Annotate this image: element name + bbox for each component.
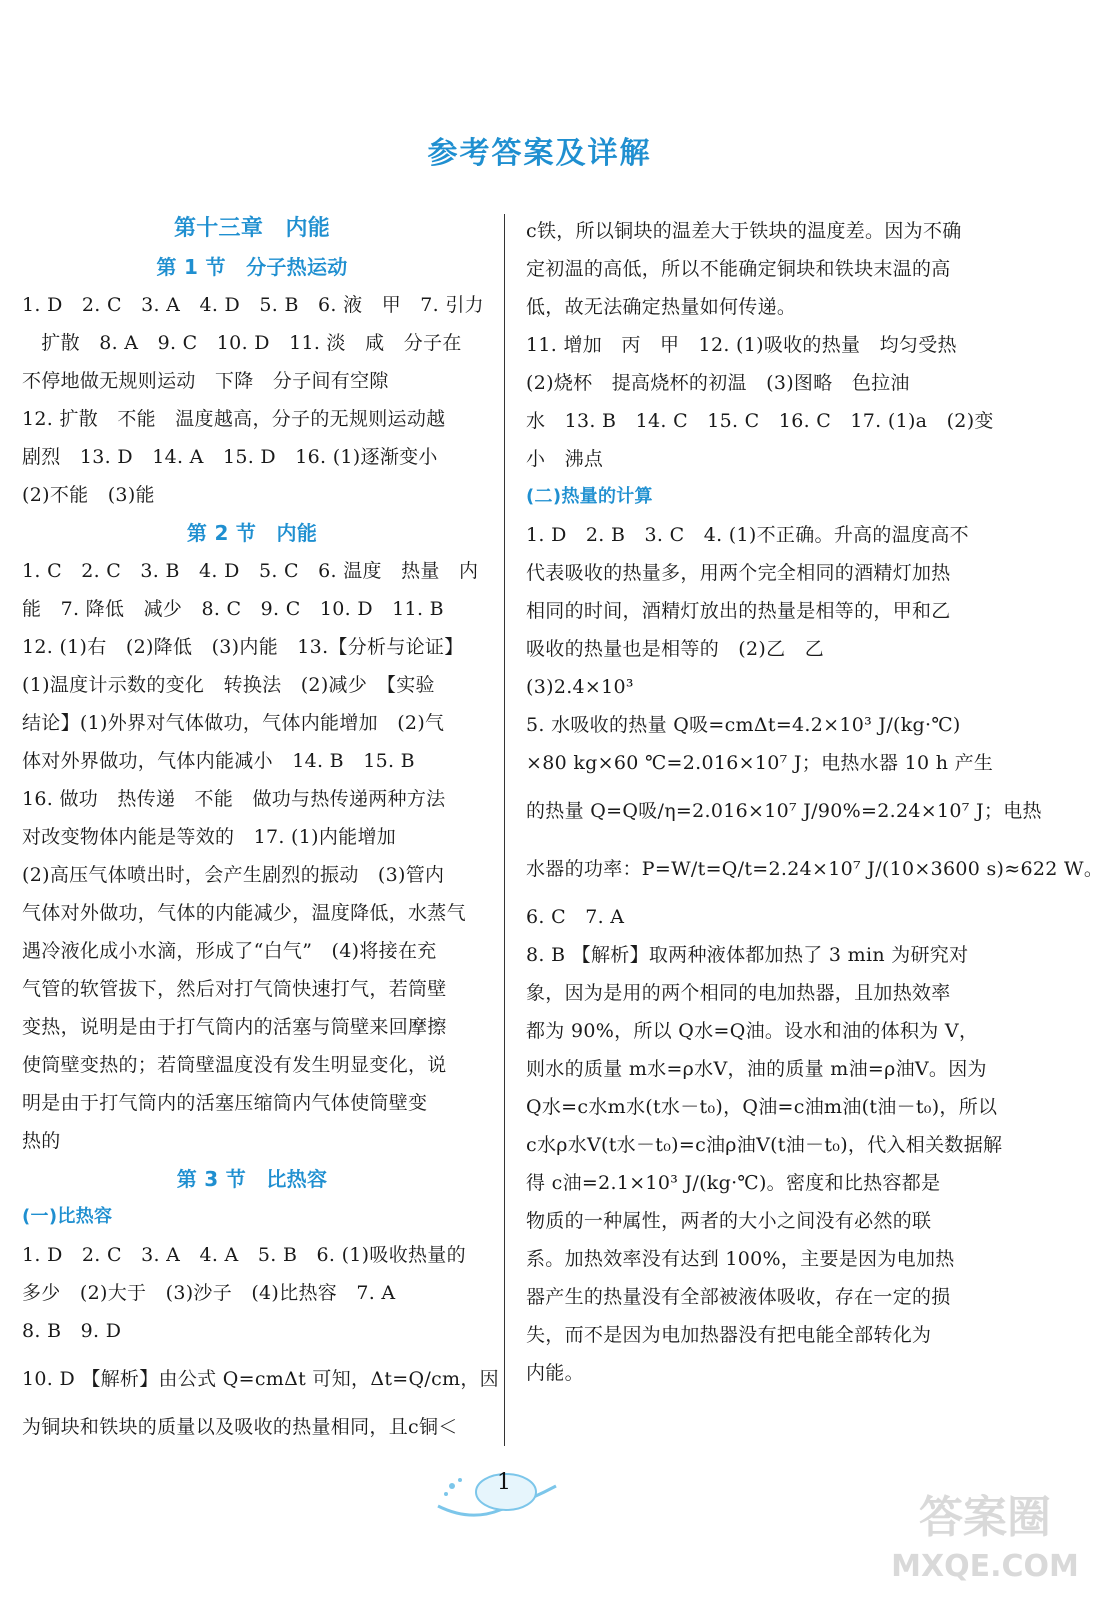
- answer-line: (1)温度计示数的变化 转换法 (2)减少 【实验: [22, 674, 435, 696]
- answer-line: 热的: [22, 1130, 61, 1152]
- answer-line: 不停地做无规则运动 下降 分子间有空隙: [22, 370, 389, 392]
- answer-line: 物质的一种属性，两者的大小之间没有必然的联: [526, 1210, 932, 1232]
- answer-line: 11. 增加 丙 甲 12. (1)吸收的热量 均匀受热: [526, 334, 957, 356]
- answer-line: 12. 扩散 不能 温度越高，分子的无规则运动越: [22, 408, 446, 430]
- answer-line: 小 沸点: [526, 448, 604, 470]
- answer-line: 变热，说明是由于打气筒内的活塞与筒壁来回摩擦: [22, 1016, 447, 1038]
- answer-line: 结论】(1)外界对气体做功，气体内能增加 (2)气: [22, 712, 445, 734]
- answer-line: 使筒壁变热的；若筒壁温度没有发生明显变化，说: [22, 1054, 447, 1076]
- answer-line: 能 7. 降低 减少 8. C 9. C 10. D 11. B: [22, 598, 444, 620]
- answer-line: 的热量 Q=Q吸/η=2.016×10⁷ J/90%=2.24×10⁷ J；电热: [526, 800, 1042, 822]
- answer-line: 明是由于打气筒内的活塞压缩筒内气体使筒壁变: [22, 1092, 428, 1114]
- answer-line: 内能。: [526, 1362, 584, 1384]
- watermark-logo: [891, 1480, 1079, 1590]
- left-column: [22, 210, 499, 1446]
- page-title: 参考答案及详解: [427, 136, 652, 171]
- answer-line: ×80 kg×60 ℃=2.016×10⁷ J；电热水器 10 h 产生: [526, 752, 994, 774]
- answer-line: 多少 (2)大于 (3)沙子 (4)比热容 7. A: [22, 1282, 396, 1304]
- answer-line: 8. B 9. D: [22, 1320, 122, 1342]
- answer-line: 失，而不是因为电加热器没有把电能全部转化为: [526, 1324, 932, 1346]
- answer-line: 为铜块和铁块的质量以及吸收的热量相同，且c铜＜: [22, 1416, 458, 1438]
- section-heading: 第 1 节 分子热运动: [156, 255, 348, 279]
- right-column: [526, 212, 1103, 1392]
- answer-line: 5. 水吸收的热量 Q吸=cmΔt=4.2×10³ J/(kg·℃): [526, 714, 961, 736]
- answer-line: 代表吸收的热量多，用两个完全相同的酒精灯加热: [526, 562, 951, 584]
- answer-line: 体对外界做功，气体内能减小 14. B 15. B: [22, 750, 415, 772]
- answer-line: 12. (1)右 (2)降低 (3)内能 13.【分析与论证】: [22, 636, 464, 658]
- answer-line: 对改变物体内能是等效的 17. (1)内能增加: [22, 826, 397, 848]
- answer-line: 扩散 8. A 9. C 10. D 11. 淡 咸 分子在: [22, 332, 462, 354]
- answer-line: 器产生的热量没有全部被液体吸收，存在一定的损: [526, 1286, 951, 1308]
- answer-line: 都为 90%，所以 Q水=Q油。设水和油的体积为 V，: [526, 1020, 979, 1042]
- answer-line: 相同的时间，酒精灯放出的热量是相等的，甲和乙: [526, 600, 951, 622]
- subsection-heading: (一)比热容: [22, 1206, 113, 1227]
- answer-line: 剧烈 13. D 14. A 15. D 16. (1)逐渐变小: [22, 446, 438, 468]
- answer-line: Q水=c水m水(t水－t₀)，Q油=c油m油(t油－t₀)，所以: [526, 1096, 998, 1118]
- answer-line: 1. C 2. C 3. B 4. D 5. C 6. 温度 热量 内: [22, 560, 479, 582]
- answer-line: 得 c油=2.1×10³ J/(kg·℃)。密度和比热容都是: [526, 1172, 941, 1194]
- answer-line: (3)2.4×10³: [526, 676, 634, 698]
- column-divider: [504, 214, 505, 1446]
- section-heading: 第 2 节 内能: [186, 521, 318, 545]
- answer-line: 则水的质量 m水=ρ水V，油的质量 m油=ρ油V。因为: [526, 1058, 987, 1080]
- subsection-heading: (二)热量的计算: [526, 486, 653, 507]
- answer-line: c铁，所以铜块的温差大于铁块的温度差。因为不确: [526, 220, 962, 242]
- answer-line: 1. D 2. C 3. A 4. A 5. B 6. (1)吸收热量的: [22, 1244, 466, 1266]
- watermark-text-en: MXQE.COM: [891, 1549, 1079, 1584]
- answer-line: (2)高压气体喷出时，会产生剧烈的振动 (3)管内: [22, 864, 445, 886]
- answer-line: 象，因为是用的两个相同的电加热器，且加热效率: [526, 982, 951, 1004]
- answer-line: 10. D 【解析】由公式 Q=cmΔt 可知，Δt=Q/cm，因: [22, 1368, 499, 1390]
- page-number: 1: [497, 1470, 511, 1495]
- chapter-heading: 第十三章 内能: [173, 216, 331, 241]
- answer-line: (2)不能 (3)能: [22, 484, 155, 506]
- watermark-text-cn: 答案圈: [919, 1492, 1051, 1543]
- answer-line: (2)烧杯 提高烧杯的初温 (3)图略 色拉油: [526, 372, 910, 394]
- answer-line: 遇冷液化成小水滴，形成了“白气” (4)将接在充: [22, 940, 437, 962]
- answer-line: 8. B 【解析】取两种液体都加热了 3 min 为研究对: [526, 944, 969, 966]
- answer-line: 系。加热效率没有达到 100%，主要是因为电加热: [526, 1248, 955, 1270]
- answer-line: 16. 做功 热传递 不能 做功与热传递两种方法: [22, 788, 446, 810]
- answer-line: 低，故无法确定热量如何传递。: [526, 296, 797, 318]
- answer-line: 定初温的高低，所以不能确定铜块和铁块末温的高: [526, 258, 951, 280]
- answer-line: 气管的软管拔下，然后对打气筒快速打气，若筒壁: [22, 978, 447, 1000]
- answer-line: 6. C 7. A: [526, 906, 625, 928]
- answer-line: 气体对外做功，气体的内能减少，温度降低，水蒸气: [22, 902, 466, 924]
- answer-line: 1. D 2. B 3. C 4. (1)不正确。升高的温度高不: [526, 524, 969, 546]
- answer-line: 吸收的热量也是相等的 (2)乙 乙: [526, 638, 825, 660]
- section-heading: 第 3 节 比热容: [176, 1167, 328, 1191]
- answer-line: c水ρ水V(t水－t₀)=c油ρ油V(t油－t₀)，代入相关数据解: [526, 1134, 1003, 1156]
- answer-line: 1. D 2. C 3. A 4. D 5. B 6. 液 甲 7. 引力: [22, 294, 484, 316]
- answer-line: 水器的功率：P=W/t=Q/t=2.24×10⁷ J/(10×3600 s)≈622 W。: [526, 858, 1103, 880]
- answer-line: 水 13. B 14. C 15. C 16. C 17. (1)a (2)变: [526, 410, 994, 432]
